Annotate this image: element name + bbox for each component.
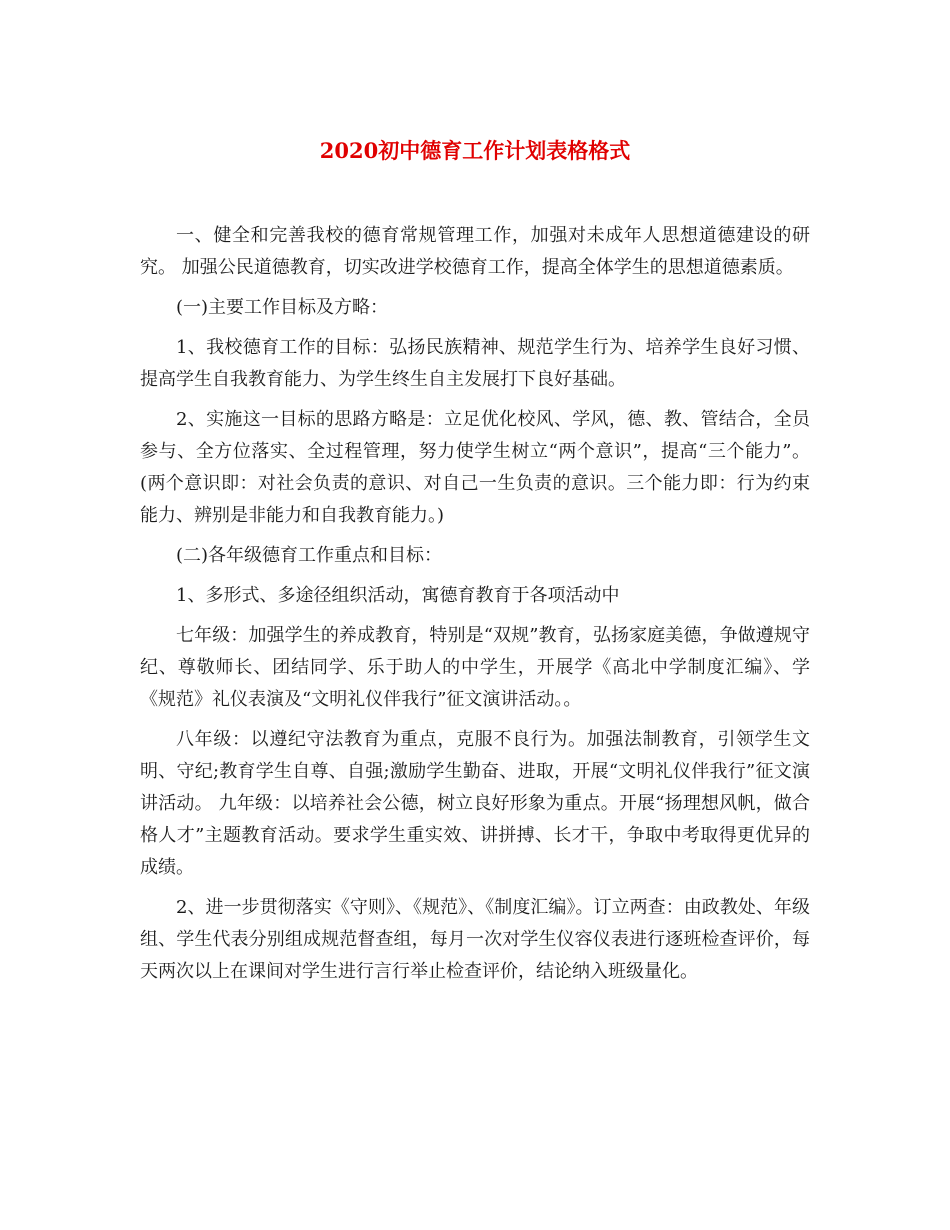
paragraph-implementation: 2、进一步贯彻落实《守则》、《规范》、《制度汇编》。订立两查：由政教处、年级组、学生代表分别组成规范督查组，每月一次对学生仪容仪表进行逐班检查评价，每天两次以上在课间对学生进行言行举止检查评价，结论纳入班级量化。 [140, 897, 810, 982]
paragraph-goal-1: 1、我校德育工作的目标：弘扬民族精神、规范学生行为、培养学生良好习惯、提高学生自我教育能力、为学生终生自主发展打下良好基础。 [140, 337, 810, 390]
paragraph-activities: 1、多形式、多途径组织活动，寓德育教育于各项活动中 [176, 585, 620, 606]
paragraph-heading-goals: (一)主要工作目标及方略： [176, 297, 389, 318]
paragraph-heading-grades: (二)各年级德育工作重点和目标： [176, 545, 443, 566]
paragraph-grade-eight-nine: 八年级：以遵纪守法教育为重点，克服不良行为。加强法制教育，引领学生文明、守纪;教育学生自尊、自强;激励学生勤奋、进取，开展“文明礼仪伴我行”征文演讲活动。 九年级：以培养社会公德，树立良好形象为重点。开展“扬理想风帆，做合格人才”主题教育活动。要求学生重实效、讲拼搏、长才干，争取中考取得更优异的成绩。 [140, 729, 810, 878]
document-title: 2020初中德育工作计划表格格式 [319, 138, 631, 163]
paragraph-section-one: 一、健全和完善我校的德育常规管理工作，加强对未成年人思想道德建设的研究。 加强公民道德教育，切实改进学校德育工作，提高全体学生的思想道德素质。 [140, 225, 810, 278]
paragraph-goal-2: 2、实施这一目标的思路方略是：立足优化校风、学风，德、教、管结合，全员参与、全方位落实、全过程管理，努力使学生树立“两个意识”，提高“三个能力”。(两个意识即：对社会负责的意识、对自己一生负责的意识。三个能力即：行为约束能力、辨别是非能力和自我教育能力。) [140, 409, 810, 526]
paragraph-grade-seven: 七年级：加强学生的养成教育，特别是“双规”教育，弘扬家庭美德，争做遵规守纪、尊敬师长、团结同学、乐于助人的中学生，开展学《高北中学制度汇编》、学《规范》礼仪表演及“文明礼仪伴我行”征文演讲活动。。 [140, 625, 810, 710]
document-body [140, 220, 810, 996]
